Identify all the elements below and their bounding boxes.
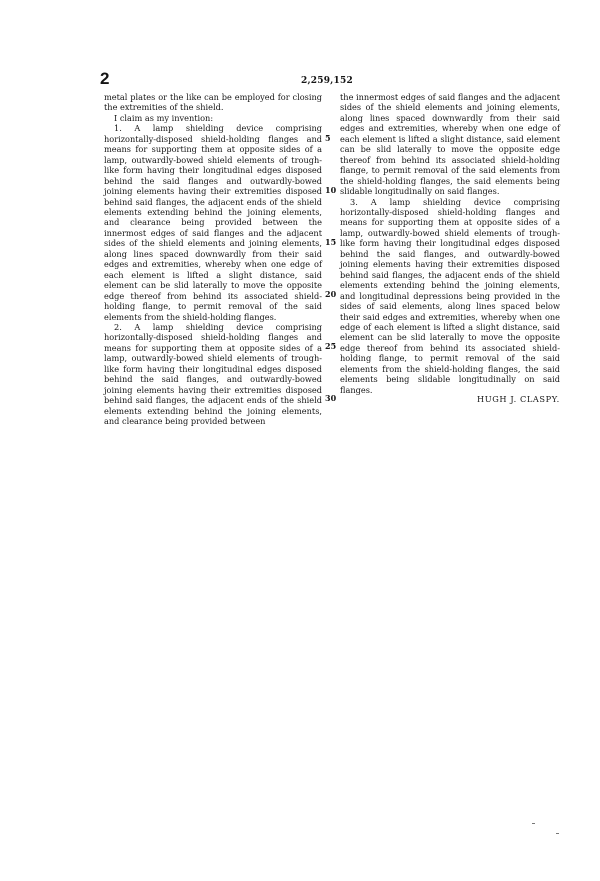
claim-1: 1. A lamp shielding device comprising horizontally-disposed shield-holding flanges and means for supporting them at opposite sides of a lamp, outwardly-bowed shield elements of trough-like form having their longitudinal edges disposed behind the said flanges and outwardly-bowed joining elements having their extremities disposed behind said flanges, the adjacent ends of the shield elements extending behind the joining elements, and clearance being provided between the innermost edges of said flanges and the adjacent sides of the shield elements and joining elements, along lines spaced downwardly from their said edges and extremities, whereby when one edge of each element is lifted a slight distance, said element can be slid laterally to move the opposite edge thereof from behind its associated shield-holding flange, to permit removal of the said elements from the shield-holding flanges. [104,123,322,322]
page-number: 2 [100,69,110,88]
line-number-5: 5 [325,133,331,143]
left-paragraph-intro: metal plates or the like can be employed for closing the extremities of the shield. [104,92,322,113]
patent-number: 2,259,152 [301,76,353,86]
line-number-10: 10 [325,185,337,195]
line-number-20: 20 [325,289,337,299]
scan-speck [556,833,559,834]
right-column [340,92,560,395]
claim-2-part-1: 2. A lamp shielding device comprising horizontally-disposed shield-holding flanges and means for supporting them at opposite sides of a lamp, outwardly-bowed shield elements of trough-like form having their longitudinal edges disposed behind the said flanges, and outwardly-bowed joining elements having their extremities disposed behind said flanges, the adjacent ends of the shield elements extending behind the joining elements, and clearance being provided between [104,321,322,427]
left-column [104,92,322,427]
claim-heading: I claim as my invention: [114,112,214,123]
line-number-30: 30 [325,393,337,403]
scan-speck [532,823,535,824]
claim-3: 3. A lamp shielding device comprising horizontally-disposed shield-holding flanges and means for supporting them at opposite sides of a lamp, outwardly-bowed shield elements of trough-like form having their longitudinal edges disposed behind the said flanges, and outwardly-bowed joining elements having their extremities disposed behind said flanges, the adjacent ends of the shield elements extending behind the joining elements, and longitudinal depressions being provided in the sides of said elements, along lines spaced below their said edges and extremities, whereby when one edge of each element is lifted a slight distance, said element can be slid laterally to move the opposite edge thereof from behind its associated shield-holding flange, to permit removal of the said elements from the shield-holding flanges, the said elements being slidable longitudinally on said flanges. [340,196,560,395]
inventor-signature: HUGH J. CLASPY. [477,394,560,404]
claim-2-part-2: the innermost edges of said flanges and the adjacent sides of the shield elements and joining elements, along lines spaced downwardly from their said edges and extremities, whereby when one edge of each element is lifted a slight distance, said element can be slid laterally to move the opposite edge thereof from behind its associated shield-holding flange, to permit removal of the said elements from the shield-holding flanges, the said elements being slidable longitudinally on said flanges. [340,92,560,197]
line-number-25: 25 [325,341,337,351]
line-number-15: 15 [325,237,337,247]
